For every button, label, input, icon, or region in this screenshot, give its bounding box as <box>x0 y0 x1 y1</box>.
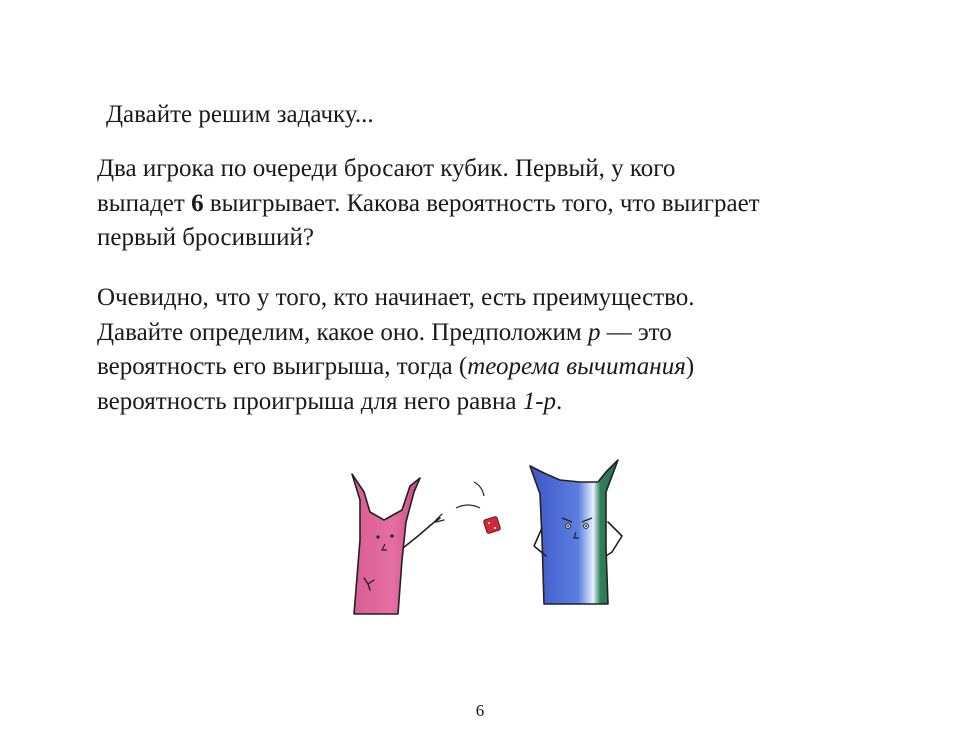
solution-line-1: Очевидно, что у того, кто начинает, есть преимущество. <box>97 284 695 311</box>
solution-line-3-end: ) <box>685 353 695 380</box>
variable-p: p <box>587 318 601 346</box>
dice-number-six: 6 <box>191 189 204 217</box>
solution-line-2 <box>97 316 695 351</box>
solution-paragraph <box>97 281 695 419</box>
problem-line-2 <box>97 187 760 222</box>
thrown-die <box>456 482 501 534</box>
solution-line-2-end: — это <box>600 318 672 346</box>
solution-line-3-start: вероятность его выигрыша, тогда ( <box>97 353 468 380</box>
right-character <box>530 460 622 604</box>
problem-line-1: Два игрока по очереди бросают кубик. Первый, у кого <box>97 155 676 182</box>
solution-line-4-end: . <box>556 387 563 415</box>
problem-line-2-end: выигрывает. Какова вероятность того, что выиграет <box>203 189 760 217</box>
page-heading: Давайте решим задачку... <box>106 101 374 128</box>
solution-line-2-start: Давайте определим, какое оно. Предположим <box>97 318 588 346</box>
dice-players-illustration <box>330 452 640 624</box>
solution-line-3 <box>97 350 695 385</box>
problem-line-2-start: выпадет <box>97 189 192 217</box>
expression-one-minus-p: 1-p <box>522 387 557 415</box>
solution-line-4-start: вероятность проигрыша для него равна <box>97 387 523 415</box>
page-number: 6 <box>475 701 485 720</box>
problem-line-3: первый бросивший? <box>97 224 314 251</box>
theorem-name: теорема вычитания <box>467 353 686 380</box>
solution-line-4 <box>97 385 695 420</box>
problem-paragraph <box>97 152 760 256</box>
left-character <box>352 474 444 614</box>
